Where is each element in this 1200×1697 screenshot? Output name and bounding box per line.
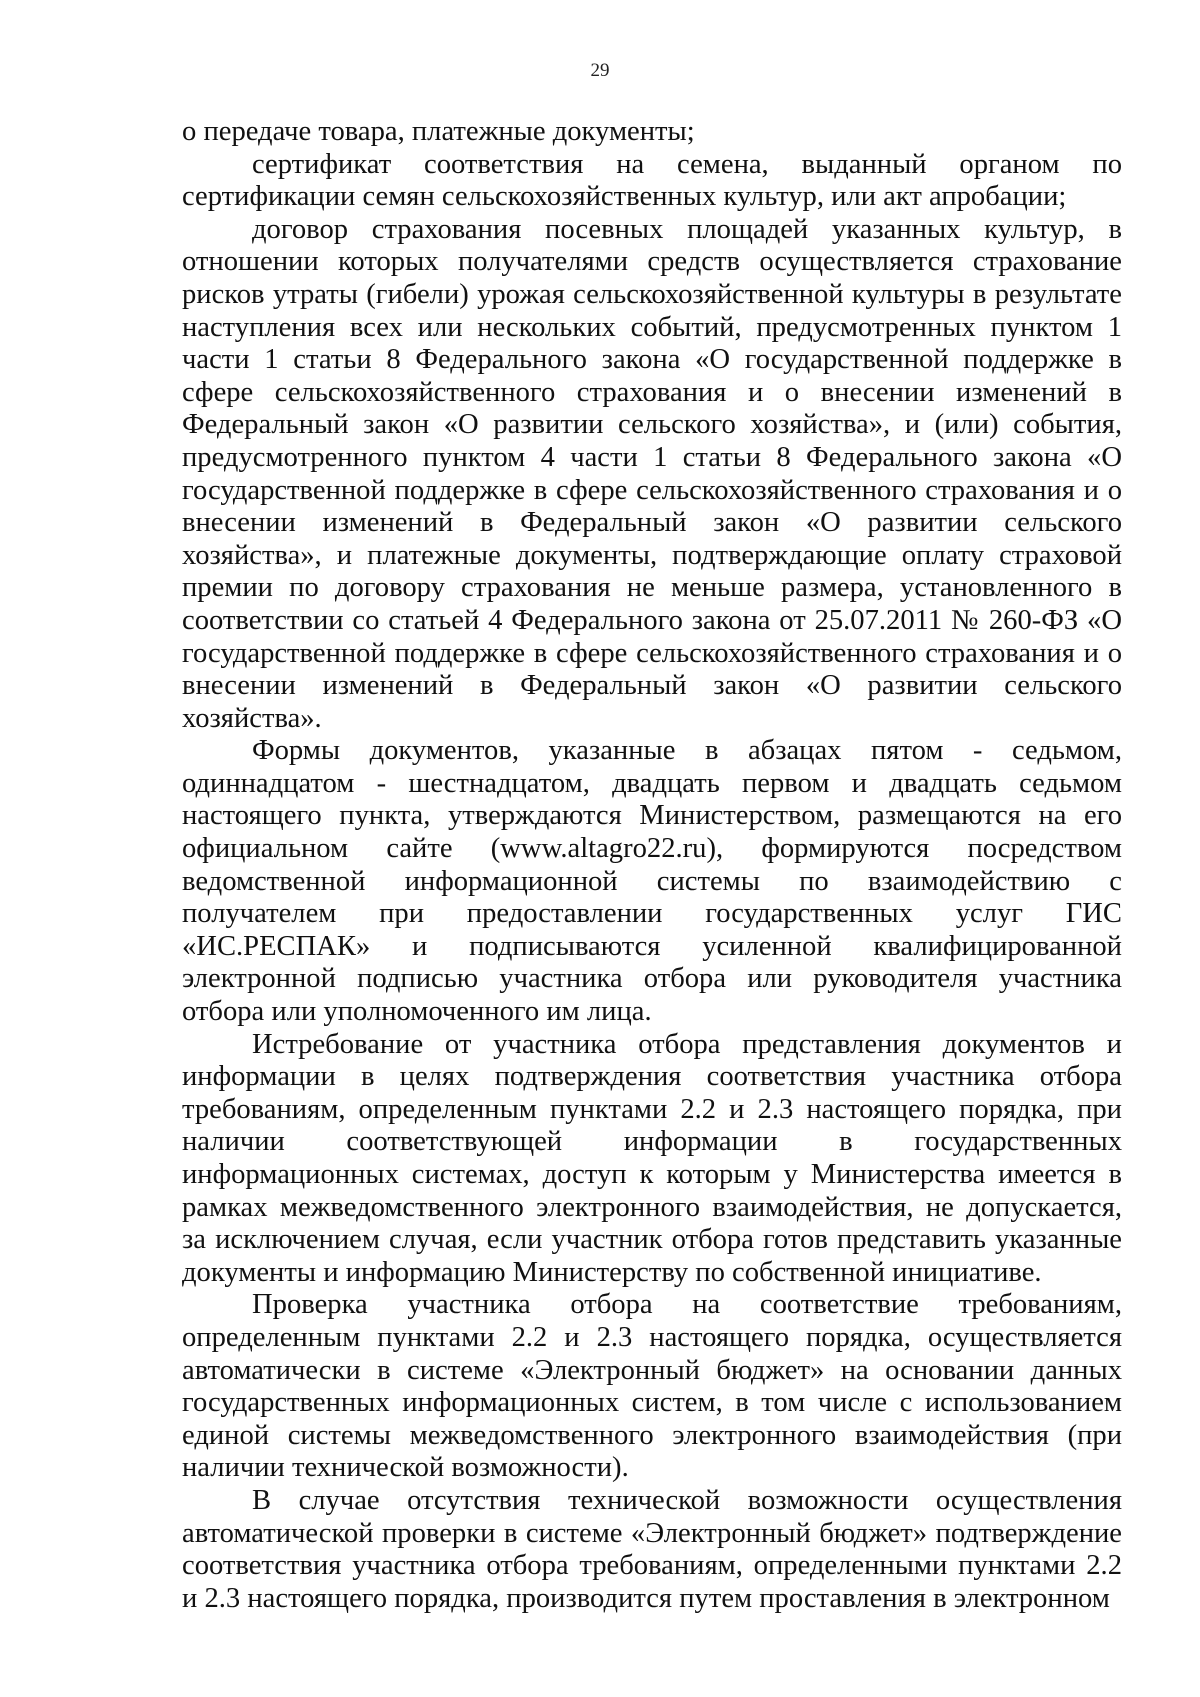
paragraph-1: о передаче товара, платежные документы;	[182, 116, 695, 147]
paragraph-3: договор страхования посевных площадей указанных культур, в отношении которых получателями средств осуществляется страхование рисков утраты (гибели) урожая сельскохозяйственной культуры в результате наступления всех или нескольких событий, предусмотренных пунктом 1 части 1 статьи 8 Федерального закона «О государственной поддержке в сфере сельскохозяйственного страхования и о внесении изменений в Федеральный закон «О развитии сельского хозяйства», и (или) события, предусмотренного пунктом 4 части 1 статьи 8 Федерального закона «О государственной поддержке в сфере сельскохозяйственного страхования и о внесении изменений в Федеральный закон «О развитии сельского хозяйства», и платежные документы, подтверждающие оплату страховой премии по договору страхования не меньше размера, установленного в соответствии со статьей 4 Федерального закона от 25.07.2011 № 260-ФЗ «О государственной поддержке в сфере сельскохозяйственного страхования и о внесении изменений в Федеральный закон «О развитии сельского хозяйства».	[182, 213, 1122, 734]
paragraph-2: сертификат соответствия на семена, выданный органом по сертификации семян сельскохозяйственных культур, или акт апробации;	[182, 148, 1122, 213]
document-body	[182, 116, 1122, 1615]
paragraph-5: Истребование от участника отбора представления документов и информации в целях подтверждения соответствия участника отбора требованиям, определенным пунктами 2.2 и 2.3 настоящего порядка, при наличии соответствующей информации в государственных информационных системах, доступ к которым у Министерства имеется в рамках межведомственного электронного взаимодействия, не допускается, за исключением случая, если участник отбора готов представить указанные документы и информацию Министерству по собственной инициативе.	[182, 1028, 1122, 1288]
paragraph-7: В случае отсутствия технической возможности осуществления автоматической проверки в системе «Электронный бюджет» подтверждение соответствия участника отбора требованиям, определенными пунктами 2.2 и 2.3 настоящего порядка, производится путем проставления в электронном	[182, 1484, 1122, 1614]
paragraph-6: Проверка участника отбора на соответствие требованиям, определенным пунктами 2.2 и 2.3 настоящего порядка, осуществляется автоматически в системе «Электронный бюджет» на основании данных государственных информационных систем, в том числе с использованием единой системы межведомственного электронного взаимодействия (при наличии технической возможности).	[182, 1289, 1122, 1484]
paragraph-4: Формы документов, указанные в абзацах пятом - седьмом, одиннадцатом - шестнадцатом, двадцать первом и двадцать седьмом настоящего пункта, утверждаются Министерством, размещаются на его официальном сайте (www.altagro22.ru), формируются посредством ведомственной информационной системы по взаимодействию с получателем при предоставлении государственных услуг ГИС «ИС.РЕСПАК» и подписываются усиленной квалифицированной электронной подписью участника отбора или руководителя участника отбора или уполномоченного им лица.	[182, 735, 1122, 1028]
page-number: 29	[590, 60, 610, 81]
